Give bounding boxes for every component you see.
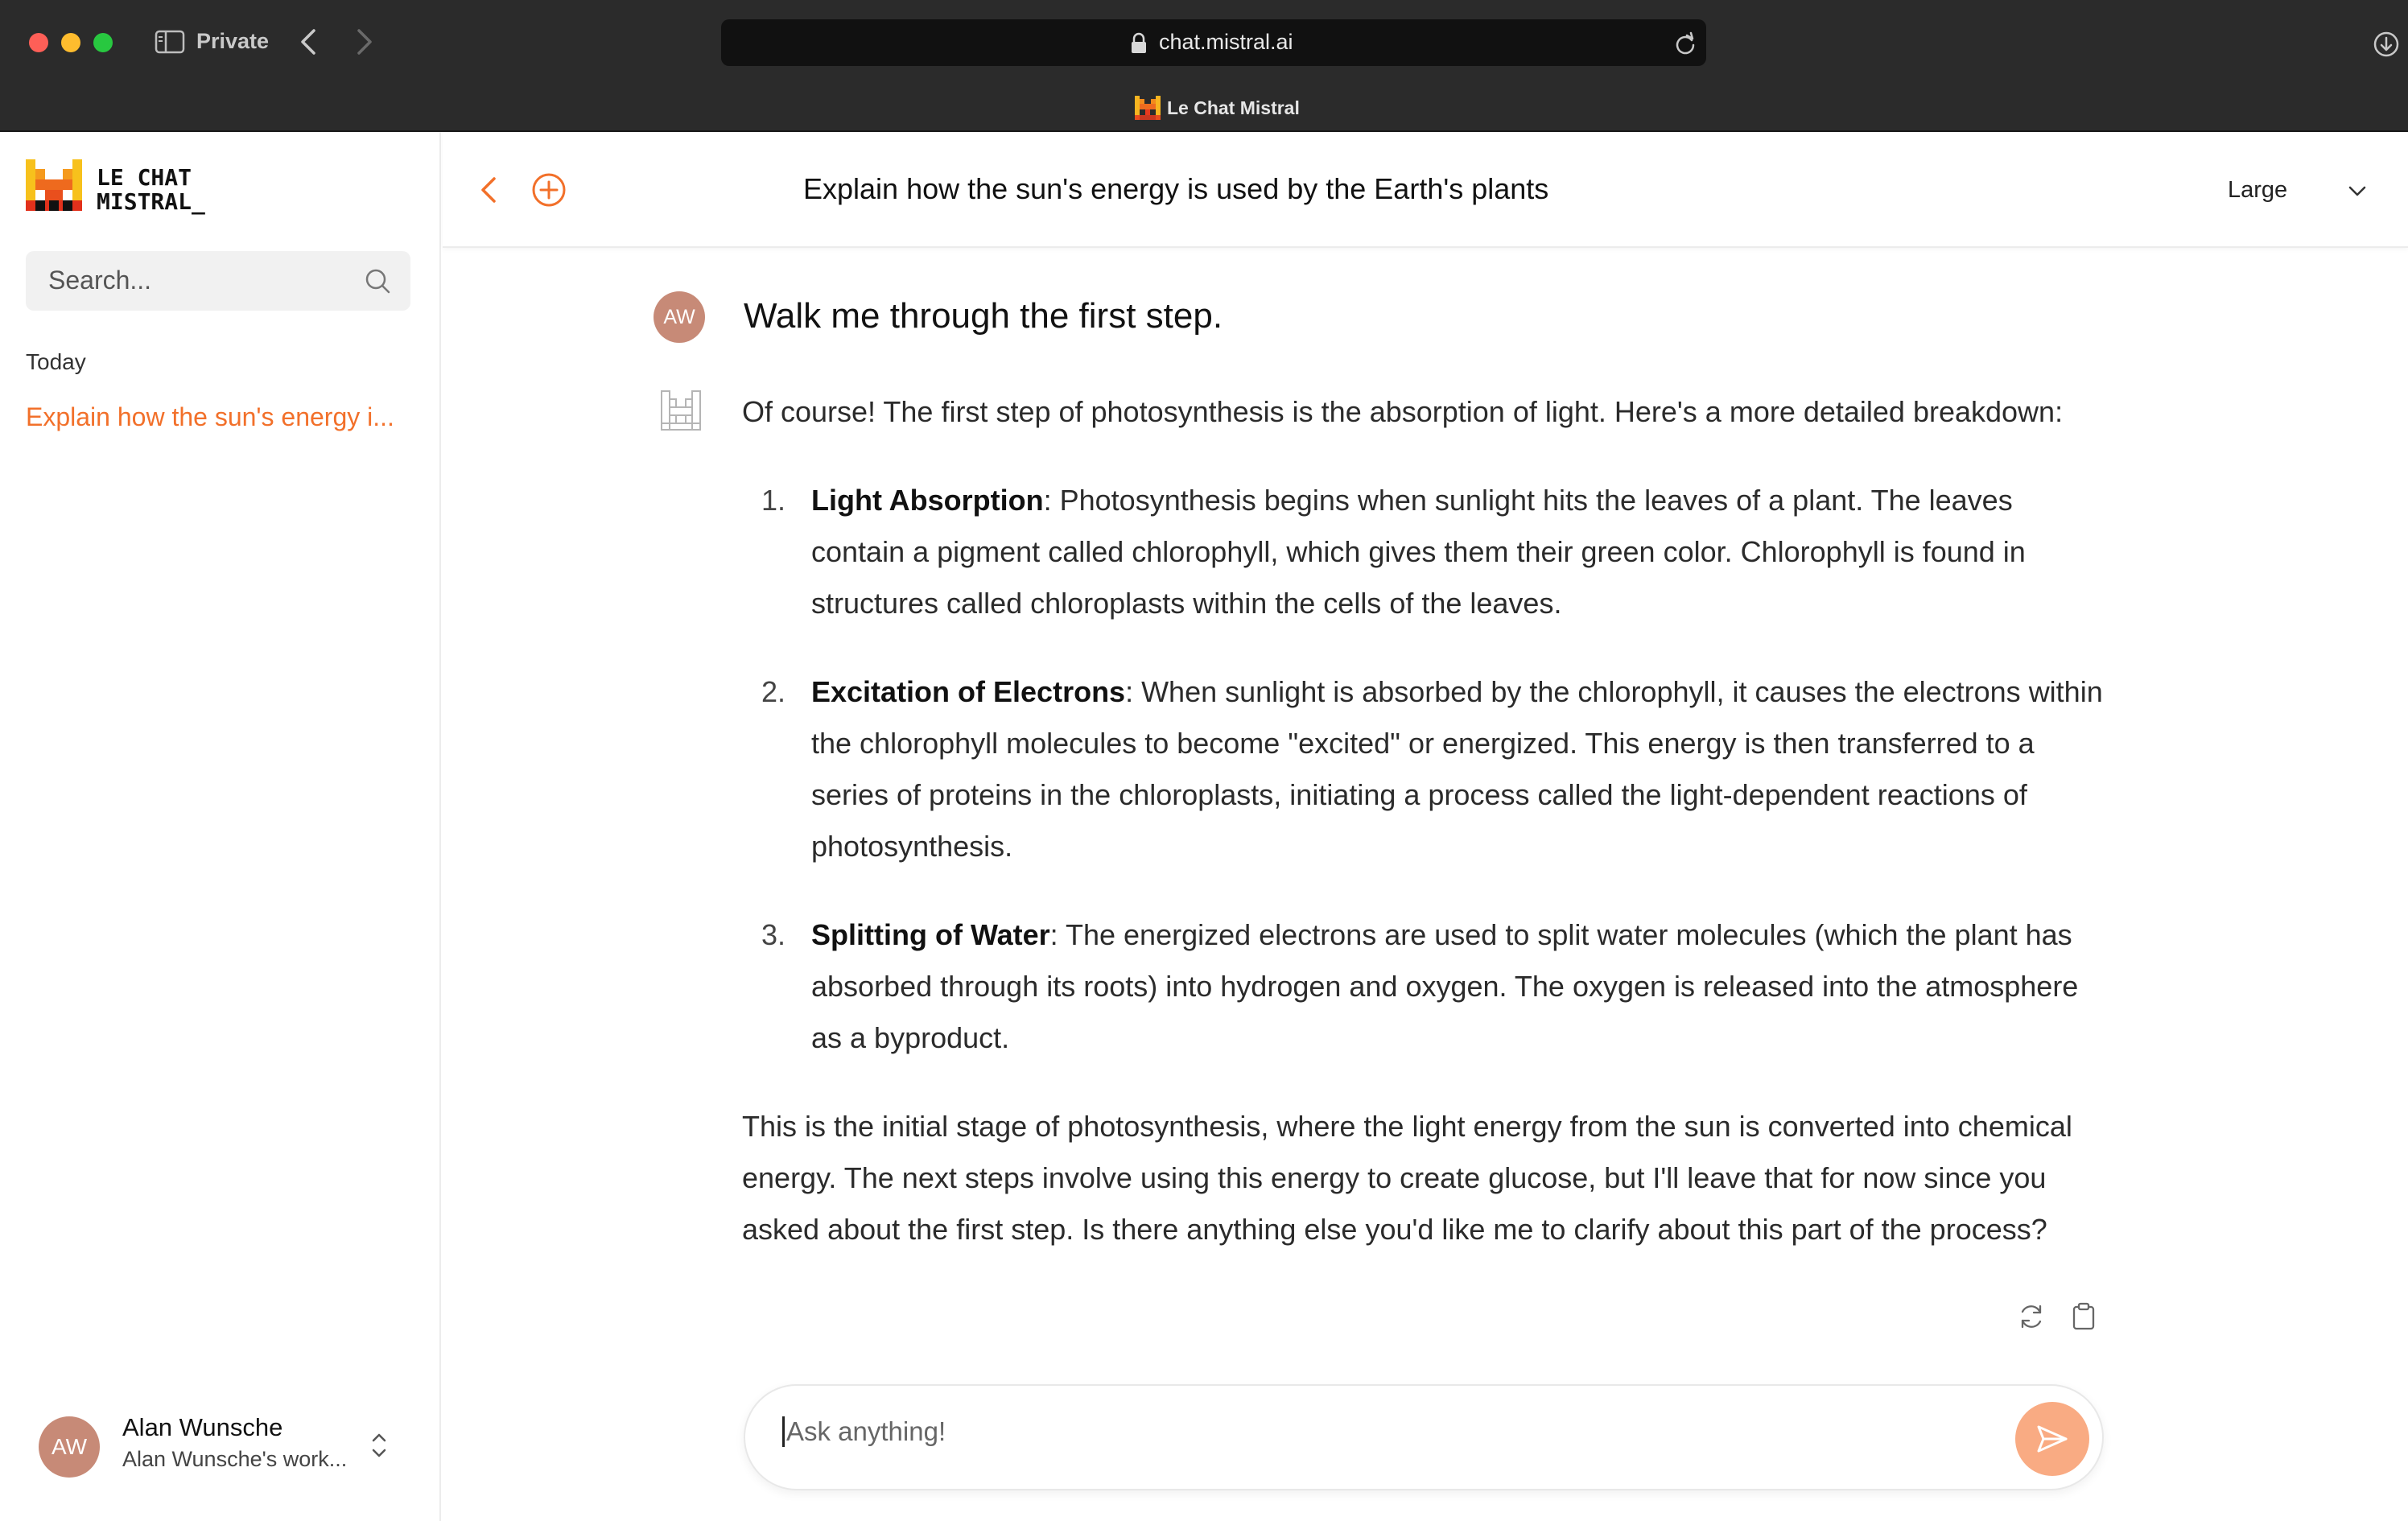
chevron-updown-icon[interactable] (369, 1429, 390, 1461)
assistant-outro: This is the initial stage of photosynthesis, where the light energy from the sun is converted into chemical energy. The next steps involve using this energy to create glucose, but I'll leave that for now since you asked about the first step. Is there anything else you'd like me to clarify about this part of the process? (742, 1110, 2072, 1246)
assistant-intro: Of course! The first step of photosynthesis is the absorption of light. Here's a more detailed breakdown: (742, 395, 2064, 428)
assistant-avatar-icon (658, 388, 703, 433)
back-chevron-icon[interactable] (476, 172, 501, 208)
assistant-message (742, 386, 2110, 1255)
browser-chrome (0, 0, 2408, 132)
send-button[interactable] (2015, 1402, 2089, 1476)
private-label: Private (196, 29, 270, 53)
list-item (742, 666, 2110, 872)
list-item-title: Light Absorption (811, 484, 1044, 517)
history-section-today: Today (26, 349, 86, 374)
brand-wordmark: LE CHAT MISTRAL_ (97, 164, 205, 215)
minimize-window-button[interactable] (61, 33, 80, 52)
tab-title: Le Chat Mistral (1167, 97, 1300, 118)
close-window-button[interactable] (29, 33, 48, 52)
list-item-title: Splitting of Water (811, 918, 1050, 951)
mistral-favicon-icon (1135, 96, 1161, 120)
list-item-text: : The energized electrons are used to split water molecules (which the plant has absorbed through its roots) into hydrogen and oxygen. The oxygen is released into the atmosphere as a byproduct. (811, 918, 2079, 1054)
history-item-active[interactable]: Explain how the sun's energy i... (26, 402, 394, 431)
sidebar-toggle-icon[interactable] (155, 30, 185, 54)
list-item (742, 909, 2110, 1064)
search-box[interactable] (26, 251, 410, 311)
message-input[interactable] (782, 1416, 1909, 1447)
message-composer[interactable] (744, 1384, 2104, 1490)
chevron-down-icon[interactable] (2345, 179, 2369, 203)
mistral-logo[interactable] (26, 159, 82, 211)
regenerate-icon[interactable] (2017, 1302, 2046, 1331)
url-text: chat.mistral.ai (1159, 30, 1293, 54)
user-message-avatar: AW (654, 291, 705, 343)
zoom-window-button[interactable] (93, 33, 113, 52)
list-item-number: 1. (761, 484, 786, 517)
download-icon[interactable] (2373, 31, 2400, 58)
avatar[interactable]: AW (39, 1416, 100, 1478)
user-message: Walk me through the first step. (744, 296, 1223, 336)
list-item-number: 2. (761, 675, 786, 708)
list-item (742, 475, 2110, 629)
page-title: Explain how the sun's energy is used by the Earth's plants (803, 172, 1549, 205)
send-icon (2034, 1420, 2071, 1457)
forward-arrow-icon[interactable] (353, 26, 377, 58)
user-menu[interactable] (39, 1407, 409, 1487)
list-item-number: 3. (761, 918, 786, 951)
list-item-title: Excitation of Electrons (811, 675, 1126, 708)
search-input[interactable] (48, 266, 354, 295)
back-arrow-icon[interactable] (296, 26, 320, 58)
copy-icon[interactable] (2070, 1302, 2097, 1331)
reload-icon[interactable] (1674, 31, 1697, 56)
model-selector[interactable]: Large (2228, 177, 2288, 203)
sidebar (0, 132, 441, 1521)
search-icon[interactable] (364, 267, 391, 295)
list-item-text: : Photosynthesis begins when sunlight hits the leaves of a plant. The leaves contain a pigment called chlorophyll, which gives them their green color. Chlorophyll is found in structures called chloroplasts within the cells of the leaves. (811, 484, 2026, 620)
user-name: Alan Wunsche (122, 1413, 283, 1441)
chat-header (443, 132, 2408, 248)
plus-circle-icon[interactable] (531, 172, 567, 208)
user-workspace: Alan Wunsche's work... (122, 1447, 348, 1471)
list-item-text: : When sunlight is absorbed by the chlorophyll, it causes the electrons within the chlorophyll molecules to become "excited" or energized. This energy is then transferred to a series of proteins in the chloroplasts, initiating a process called the light-dependent reactions of photosynthesis. (811, 675, 2103, 863)
lock-icon (1130, 32, 1148, 55)
